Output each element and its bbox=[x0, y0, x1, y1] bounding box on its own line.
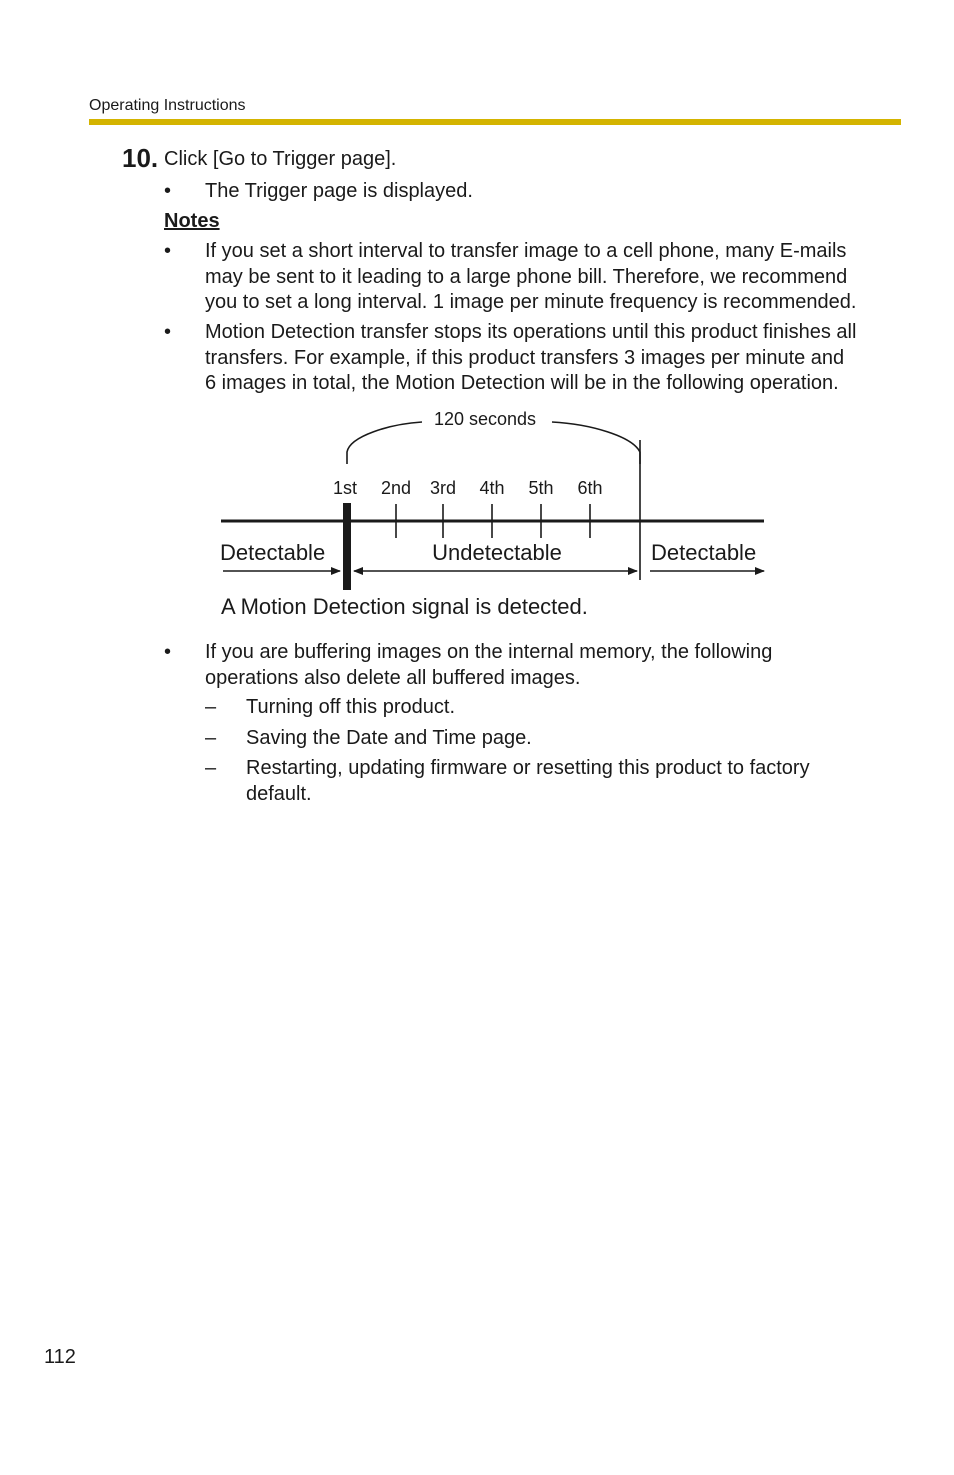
dash-icon: – bbox=[205, 727, 217, 749]
tick-label-4th: 4th bbox=[479, 478, 505, 498]
state-label-detectable-right: Detectable bbox=[651, 540, 757, 565]
state-label-detectable-left: Detectable bbox=[220, 540, 326, 565]
note-line: Motion Detection transfer stops its operations until this product finishes all bbox=[205, 321, 857, 343]
step-number: 10. bbox=[122, 143, 159, 173]
bullet-icon: • bbox=[164, 321, 172, 343]
state-label-undetectable: Undetectable bbox=[432, 540, 562, 565]
note-line: 6 images in total, the Motion Detection will be in the following operation. bbox=[205, 372, 839, 394]
subitem-line: default. bbox=[246, 782, 312, 805]
motion-detection-timeline-diagram bbox=[0, 400, 954, 640]
notes-heading: Notes bbox=[164, 210, 220, 232]
tick-label-5th: 5th bbox=[528, 478, 554, 498]
note-2 bbox=[205, 320, 856, 397]
subitem-3 bbox=[246, 756, 810, 807]
subitem-2: Saving the Date and Time page. bbox=[246, 727, 532, 749]
tick-label-1st: 1st bbox=[332, 478, 358, 498]
note-line: If you set a short interval to transfer image to a cell phone, many E-mails bbox=[205, 240, 847, 262]
diagram-caption: A Motion Detection signal is detected. bbox=[221, 594, 588, 619]
bullet-icon: • bbox=[164, 240, 172, 262]
tick-label-2nd: 2nd bbox=[380, 478, 412, 498]
detection-marker bbox=[343, 503, 351, 590]
header-rule bbox=[89, 119, 901, 125]
dash-icon: – bbox=[205, 696, 217, 718]
step-text: Click [Go to Trigger page]. bbox=[164, 148, 397, 170]
bullet-icon: • bbox=[164, 641, 172, 663]
step-result: The Trigger page is displayed. bbox=[205, 180, 473, 202]
tick-label-6th: 6th bbox=[577, 478, 603, 498]
bullet-icon: • bbox=[164, 180, 172, 202]
tick-label-3rd: 3rd bbox=[429, 478, 457, 498]
note-line: may be sent to it leading to a large phone bill. Therefore, we recommend bbox=[205, 265, 848, 288]
note-line: If you are buffering images on the internal memory, the following bbox=[205, 641, 773, 663]
note-1 bbox=[205, 239, 856, 316]
subitem-1: Turning off this product. bbox=[246, 696, 456, 718]
page-number: 112 bbox=[44, 1346, 76, 1368]
subitem-line: Restarting, updating firmware or resetting this product to factory bbox=[246, 757, 810, 779]
note-3 bbox=[205, 640, 772, 691]
duration-label: 120 seconds bbox=[433, 409, 537, 429]
note-line: transfers. For example, if this product transfers 3 images per minute and bbox=[205, 346, 845, 369]
note-line: operations also delete all buffered images. bbox=[205, 666, 581, 689]
dash-icon: – bbox=[205, 757, 217, 779]
running-header: Operating Instructions bbox=[89, 97, 246, 114]
note-line: you to set a long interval. 1 image per minute frequency is recommended. bbox=[205, 291, 857, 313]
